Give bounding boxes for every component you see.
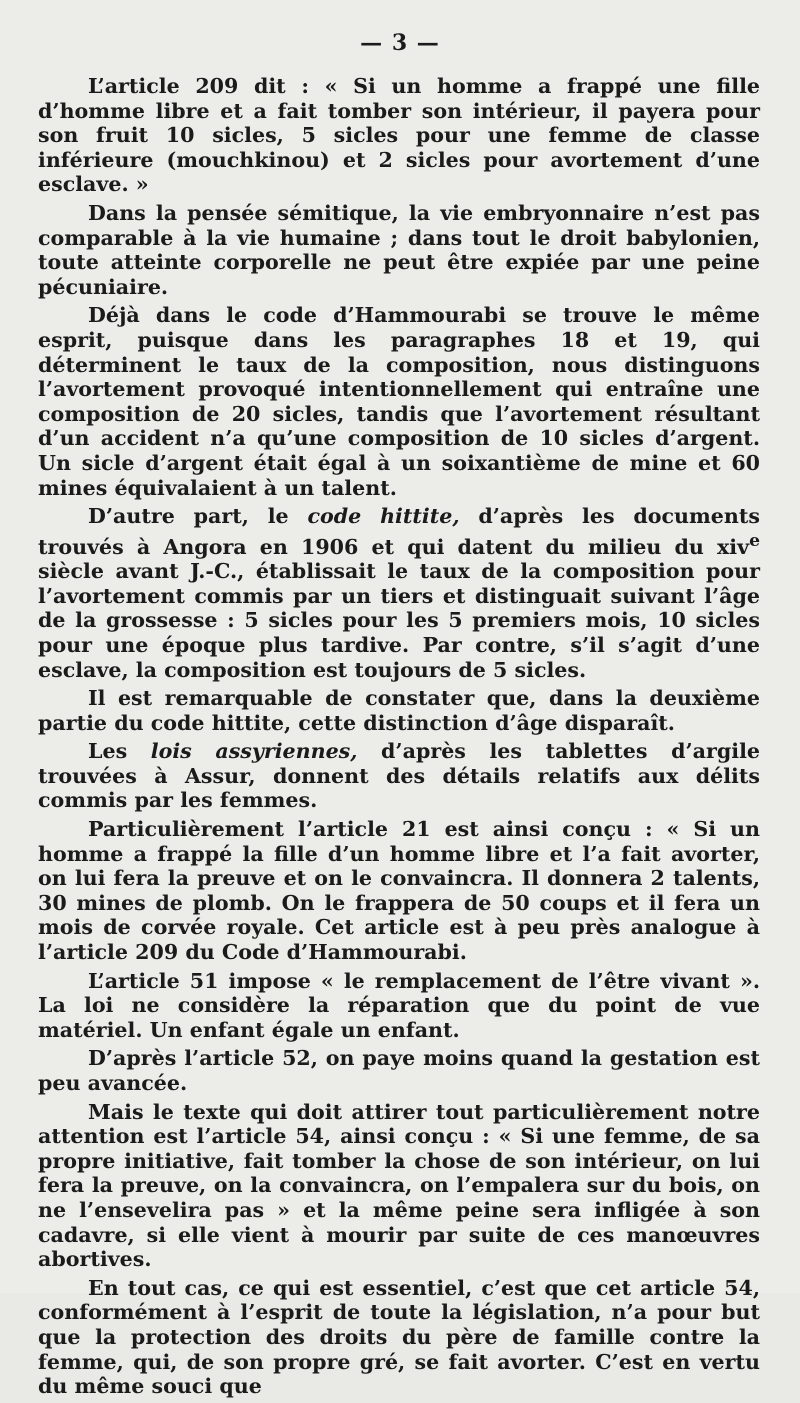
paragraph-assyrian-laws (38, 739, 760, 813)
paragraph-semitic-thought (38, 201, 760, 299)
paragraph-text: D’autre part, le (88, 504, 308, 529)
paragraph-text: Les (88, 739, 151, 764)
paragraph-text: En tout cas, ce qui est essentiel, c’est que cet article 54, conformément à l’esprit de toute la législation, n’a pour but que la protection des droits du père de famille contre la femme, qui, de son propre gré, se fait avorter. C’est en vertu du même souci que (38, 1275, 760, 1399)
paragraph-text: L’article 51 impose « le remplacement de l’être vivant ». La loi ne considère la réparation que du point de vue matériel. Un enfant égale un enfant. (38, 968, 760, 1042)
paragraph-text: siècle avant J.-C., établissait le taux de la composition pour l’avortement commis par un tiers et distinguait suivant l’âge de la grossesse : 5 sicles pour les 5 premiers mois, 10 sicles pour une époque plus tardive. Par contre, s’il s’agit d’une esclave, la composition est toujours de 5 sicles. (38, 559, 760, 682)
paragraph-text: d’après les tablettes d’argile trouvées à Assur, donnent des détails relatifs aux délits commis par les femmes. (38, 739, 760, 813)
century-superscript: e (749, 530, 760, 551)
page-number: — 3 — (360, 30, 440, 56)
paragraph-text: d’après les documents trouvés à Angora en 1906 et qui datent du milieu du xiv (38, 504, 760, 559)
paragraph-text: Particulièrement l’article 21 est ainsi conçu : « Si un homme a frappé la fille d’un homme libre et l’a fait avorter, on lui fera la preuve et on le convaincra. Il donnera 2 talents, 30 mines de plomb. On le frappera de 50 coups et il fera un mois de corvée royale. Cet article est à peu près analogue à l’article 209 du Code d’Hammourabi. (38, 817, 760, 965)
paragraph-article-54 (38, 1100, 760, 1272)
body-text (38, 74, 760, 1403)
paragraph-conclusion (38, 1276, 760, 1399)
italic-term-hittite-code: code hittite, (307, 504, 460, 529)
paragraph-text: L’article 209 dit : « Si un homme a frappé une fille d’homme libre et a fait tomber son intérieur, il payera pour son fruit 10 sicles, 5 sicles pour une femme de classe inférieure (mouchkinou) et 2 sicles pour avortement d’une esclave. » (38, 74, 760, 197)
paragraph-article-52 (38, 1046, 760, 1095)
paragraph-text: Mais le texte qui doit attirer tout particulièrement notre attention est l’article 54, ainsi conçu : « Si une femme, de sa propre initiative, fait tomber la chose de son intérieur, on lui fera la preuve, on la convaincra, on l’empalera sur du bois, on ne l’ensevelira pas » et la même peine sera infligée à son cadavre, si elle vient à mourir par suite de ces manœuvres abortives. (38, 1099, 760, 1272)
paragraph-text: D’après l’article 52, on paye moins quand la gestation est peu avancée. (38, 1046, 760, 1096)
italic-term-assyrian-laws: lois assyriennes, (150, 739, 358, 764)
paragraph-hittite-second-part (38, 686, 760, 735)
paragraph-text: Dans la pensée sémitique, la vie embryonnaire n’est pas comparable à la vie humaine ; dans tout le droit babylonien, toute atteinte corporelle ne peut être expiée par une peine pécuniaire. (38, 200, 760, 299)
paragraph-text: Déjà dans le code d’Hammourabi se trouve le même esprit, puisque dans les paragraphes 18 et 19, qui déterminent le taux de la composition, nous distinguons l’avortement provoqué intentionnellement qui entraîne une composition de 20 sicles, tandis que l’avortement résultant d’un accident n’a qu’une composition de 10 sicles d’argent. Un sicle d’argent était égal à un soixantième de mine et 60 mines équivalaient à un talent. (38, 303, 760, 500)
paragraph-text: Il est remarquable de constater que, dans la deuxième partie du code hittite, cette distinction d’âge disparaît. (38, 686, 760, 735)
paragraph-article-21 (38, 817, 760, 965)
paragraph-article-51 (38, 969, 760, 1043)
paragraph-hammurabi-code (38, 303, 760, 500)
paragraph-article-209 (38, 74, 760, 197)
paragraph-hittite-code (38, 504, 760, 682)
